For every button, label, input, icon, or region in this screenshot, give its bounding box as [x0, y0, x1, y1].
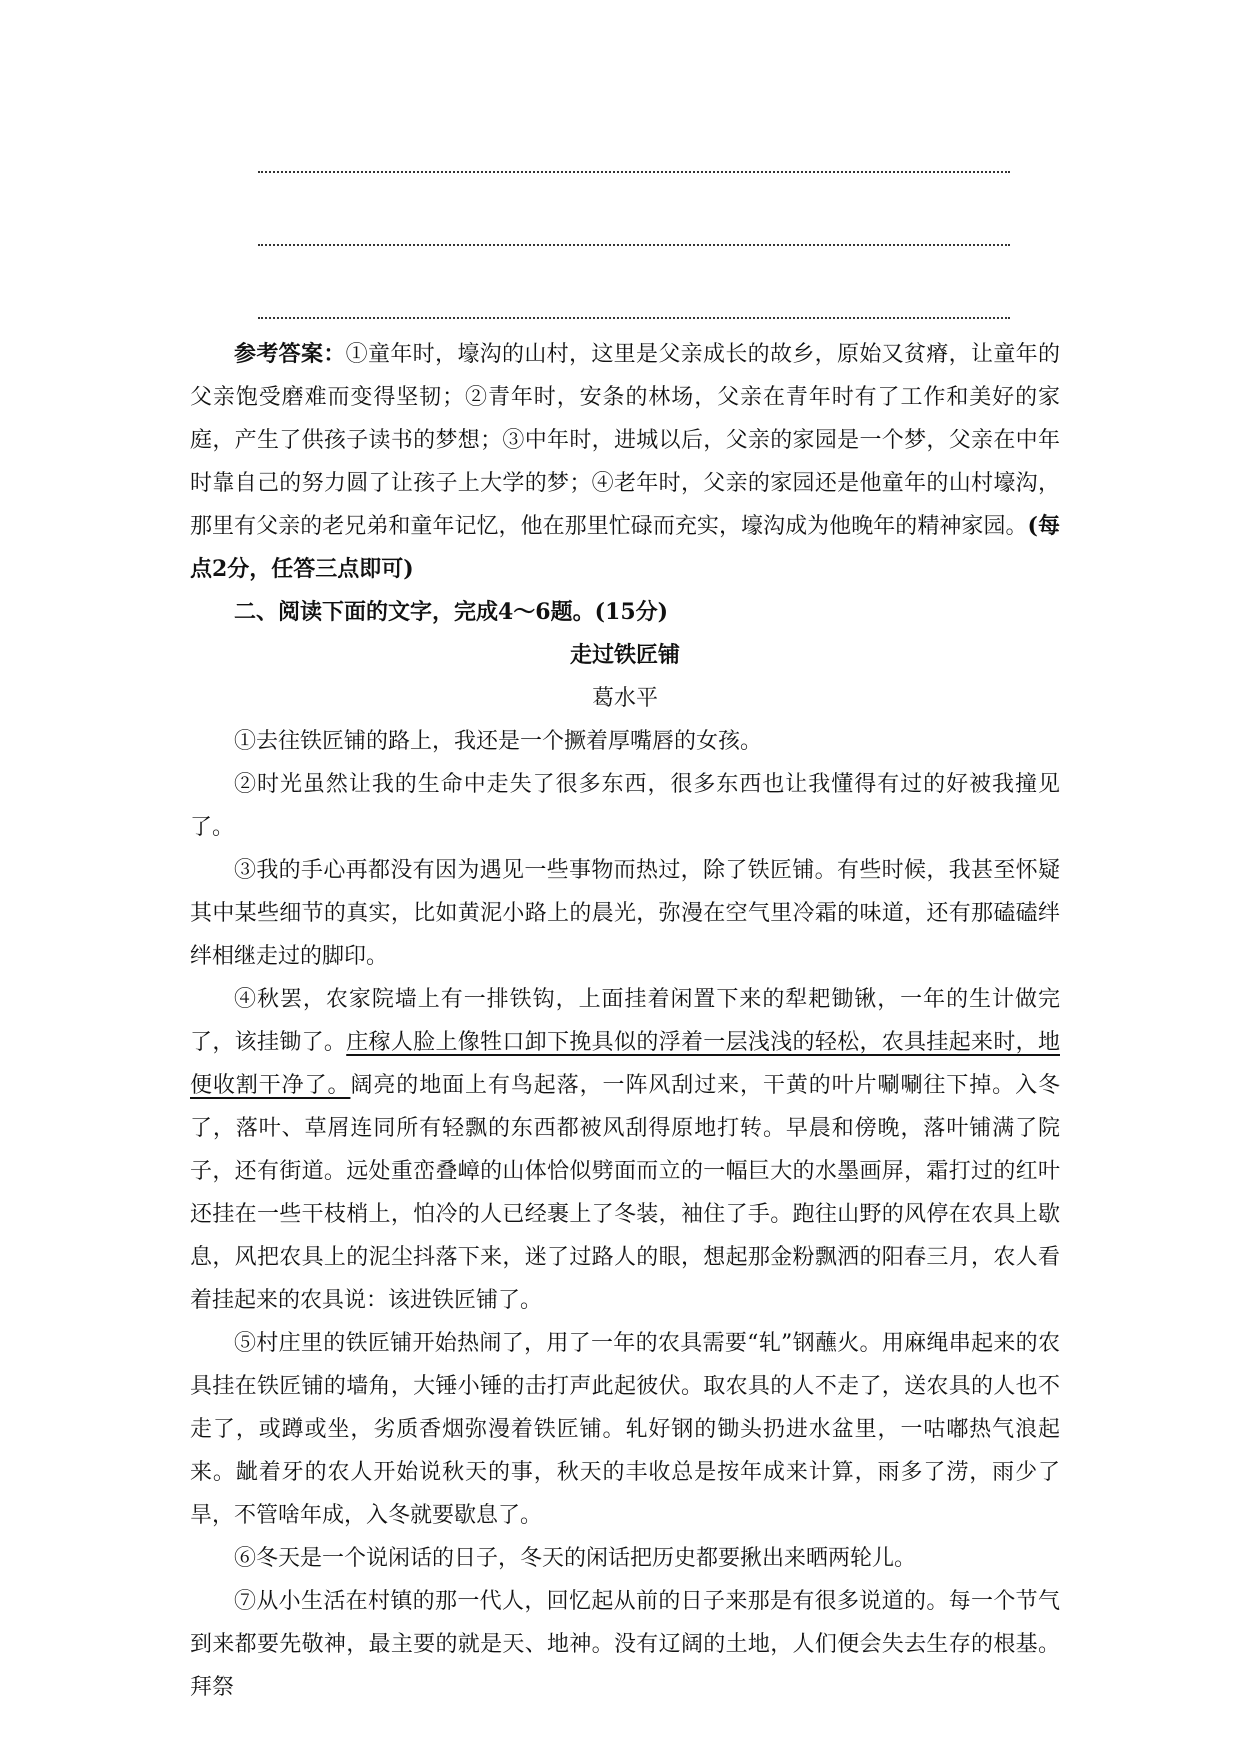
paragraph-7: ⑦从小生活在村镇的那一代人，回忆起从前的日子来那是有很多说道的。每一个节气到来都要先敬神，最主要的就是天、地神。没有辽阔的土地，人们便会失去生存的根基。拜祭: [190, 1589, 1060, 1700]
paragraph-6: ⑥冬天是一个说闲话的日子，冬天的闲话把历史都要揪出来晒两轮儿。: [234, 1546, 917, 1571]
paragraph-4-part-2: 阔亮的地面上有鸟起落，一阵风刮过来，干黄的叶片唰唰往下掉。入冬了，落叶、草屑连同所有轻飘的东西都被风刮得原地打转。早晨和傍晚，落叶铺满了院子，还有街道。远处重峦叠嶂的山体恰似劈面而立的一幅巨大的水墨画屏，霜打过的红叶还挂在一些干枝梢上，怕冷的人已经裹上了冬装，袖住了手。跑往山野的风停在农具上歇息，风把农具上的泥尘抖落下来，迷了过路人的眼，想起那金粉飘洒的阳春三月，农人看着挂起来的农具说：该进铁匠铺了。: [190, 1073, 1060, 1313]
answer-blank-line-1: [258, 171, 1010, 173]
paragraph-4-part-1: ④秋罢，农家院墙上有一排铁钩，上面挂着闲置下来的犁耙锄锹，一年的生计做完了，该挂锄了。: [190, 987, 1060, 1055]
article-author: 葛水平: [591, 686, 658, 711]
document-body: [190, 333, 1060, 1709]
answer-scoring-note: (每点2分，任答三点即可): [190, 513, 1060, 582]
paragraph-4: [190, 978, 1060, 1322]
reference-answer: [190, 333, 1060, 591]
answer-text: ①童年时，壕沟的山村，这里是父亲成长的故乡，原始又贫瘠，让童年的父亲饱受磨难而变得坚韧；②青年时，安条的林场，父亲在青年时有了工作和美好的家庭，产生了供孩子读书的梦想；③中年时，进城以后，父亲的家园是一个梦，父亲在中年时靠自己的努力圆了让孩子上大学的梦；④老年时，父亲的家园还是他童年的山村壕沟，那里有父亲的老兄弟和童年记忆，他在那里忙碌而充实，壕沟成为他晚年的精神家园。: [190, 342, 1060, 539]
paragraph-2: ②时光虽然让我的生命中走失了很多东西，很多东西也让我懂得有过的好被我撞见了。: [190, 772, 1060, 840]
paragraph-1: ①去往铁匠铺的路上，我还是一个撅着厚嘴唇的女孩。: [234, 729, 763, 754]
section-heading: 二、阅读下面的文字，完成4～6题。(15分): [234, 599, 669, 625]
underlined-sentence: 庄稼人脸上像牲口卸下挽具似的浮着一层浅浅的轻松，农具挂起来时，地便收割干净了。: [190, 1030, 1060, 1098]
paragraph-5: ⑤村庄里的铁匠铺开始热闹了，用了一年的农具需要“轧”钢蘸火。用麻绳串起来的农具挂在铁匠铺的墙角，大锤小锤的击打声此起彼伏。取农具的人不走了，送农具的人也不走了，或蹲或坐，劣质香烟弥漫着铁匠铺。轧好钢的锄头扔进水盆里，一咕嘟热气浪起来。龇着牙的农人开始说秋天的事，秋天的丰收总是按年成来计算，雨多了涝，雨少了旱，不管啥年成，入冬就要歇息了。: [190, 1331, 1060, 1528]
answer-label: 参考答案：: [234, 341, 346, 367]
answer-blank-line-2: [258, 244, 1010, 246]
paragraph-3: ③我的手心再都没有因为遇见一些事物而热过，除了铁匠铺。有些时候，我甚至怀疑其中某些细节的真实，比如黄泥小路上的晨光，弥漫在空气里冷霜的味道，还有那磕磕绊绊相继走过的脚印。: [190, 858, 1060, 969]
article-title: 走过铁匠铺: [569, 643, 680, 668]
answer-blank-line-3: [258, 317, 1010, 319]
